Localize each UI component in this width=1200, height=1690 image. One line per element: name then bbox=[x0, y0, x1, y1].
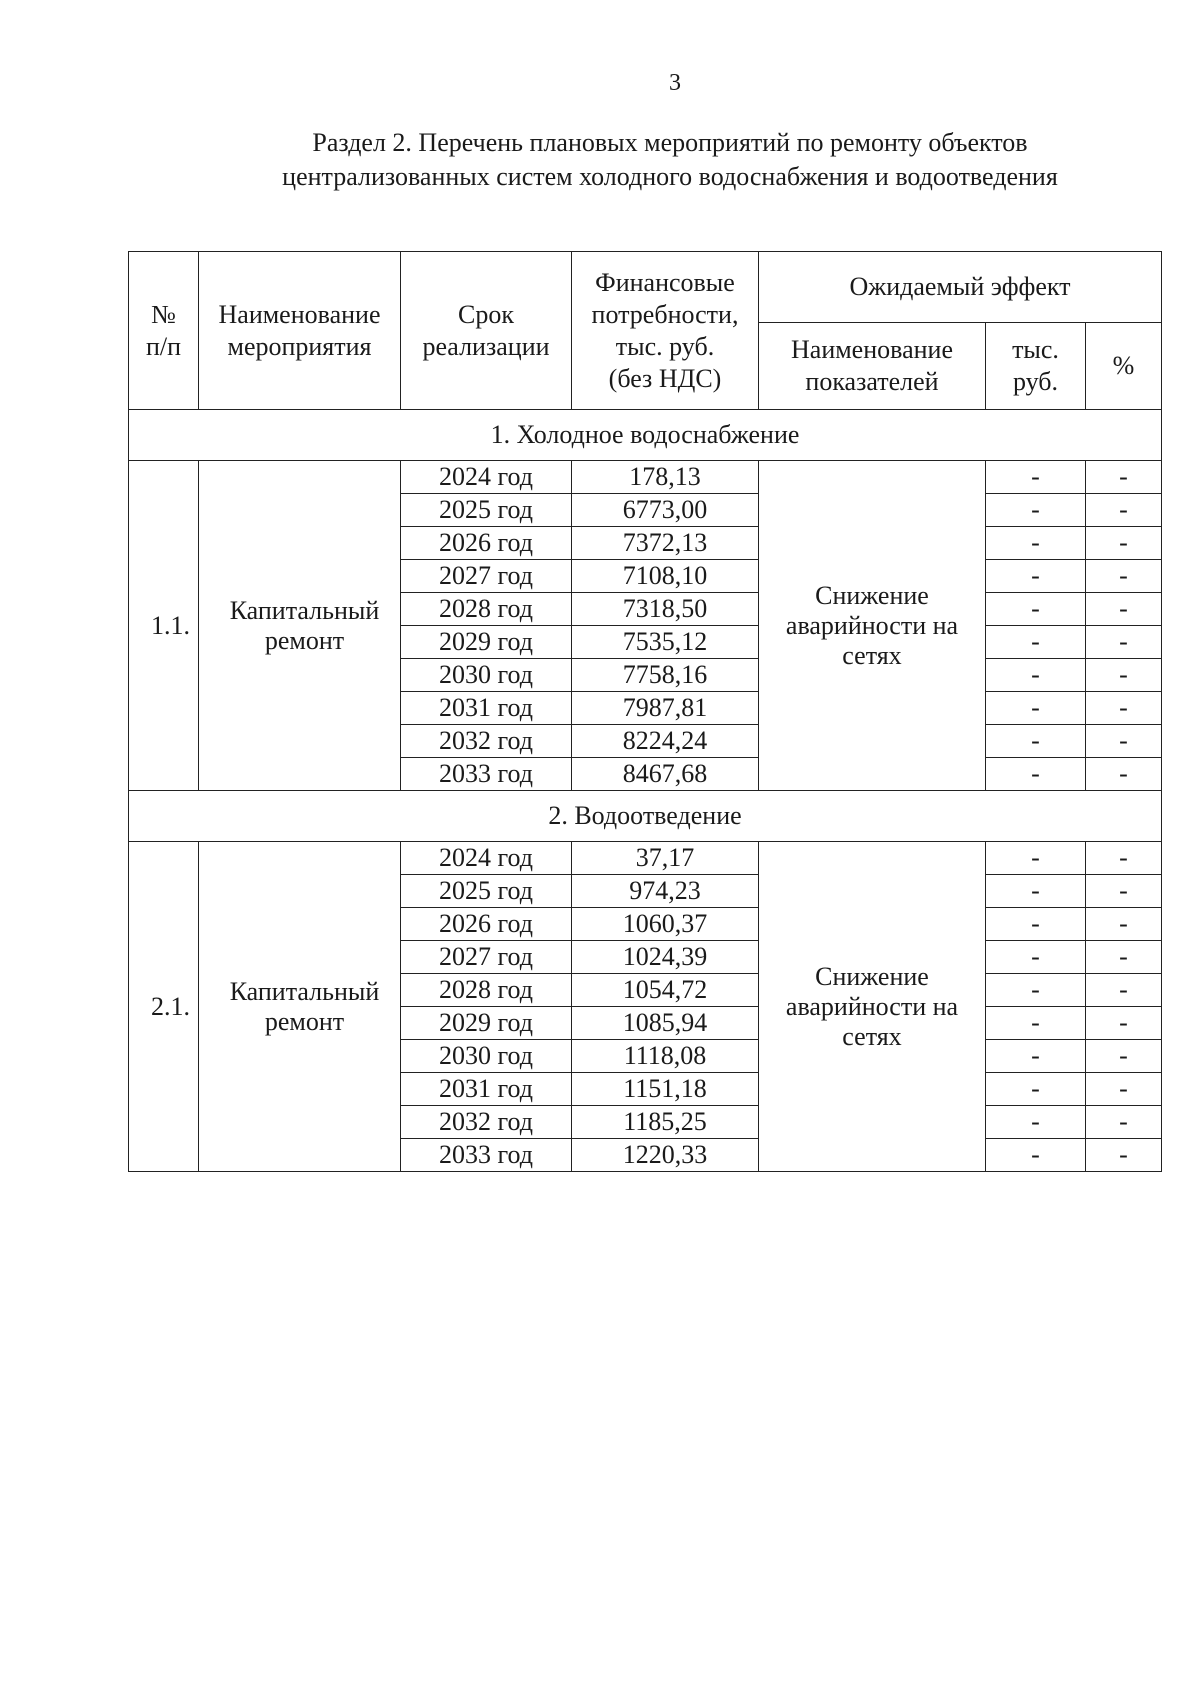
effect-indicator bbox=[759, 461, 986, 791]
section-heading: 1. Холодное водоснабжение bbox=[129, 410, 1162, 461]
financial-value-cell: 7372,13 bbox=[572, 527, 759, 560]
financial-value-cell: 7108,10 bbox=[572, 560, 759, 593]
percent-cell: - bbox=[1086, 725, 1162, 758]
thousand-rub-cell: - bbox=[986, 560, 1086, 593]
section-row bbox=[129, 410, 1162, 461]
financial-value-cell: 7318,50 bbox=[572, 593, 759, 626]
thousand-rub-cell: - bbox=[986, 908, 1086, 941]
financial-value-cell: 8467,68 bbox=[572, 758, 759, 791]
header-num-line-1: № bbox=[151, 299, 176, 329]
year-cell: 2027 год bbox=[401, 941, 572, 974]
year-cell: 2028 год bbox=[401, 593, 572, 626]
header-expected-effect: Ожидаемый эффект bbox=[759, 252, 1162, 323]
percent-cell: - bbox=[1086, 974, 1162, 1007]
header-financial-line-1: Финансовые bbox=[595, 267, 735, 297]
header-percent: % bbox=[1086, 323, 1162, 410]
year-cell: 2029 год bbox=[401, 626, 572, 659]
header-measure-name-line-1: Наименование bbox=[218, 299, 381, 329]
financial-value-cell: 37,17 bbox=[572, 842, 759, 875]
financial-value-cell: 178,13 bbox=[572, 461, 759, 494]
section-title-line-1: Раздел 2. Перечень плановых мероприятий по ремонту объектов bbox=[312, 128, 1028, 157]
percent-cell: - bbox=[1086, 494, 1162, 527]
year-cell: 2026 год bbox=[401, 908, 572, 941]
page-number: 3 bbox=[669, 70, 681, 96]
year-cell: 2030 год bbox=[401, 1040, 572, 1073]
section-row bbox=[129, 791, 1162, 842]
effect-indicator bbox=[759, 842, 986, 1172]
year-cell: 2025 год bbox=[401, 875, 572, 908]
percent-cell: - bbox=[1086, 1139, 1162, 1172]
year-cell: 2024 год bbox=[401, 461, 572, 494]
thousand-rub-cell: - bbox=[986, 659, 1086, 692]
financial-value-cell: 7758,16 bbox=[572, 659, 759, 692]
financial-value-cell: 1185,25 bbox=[572, 1106, 759, 1139]
thousand-rub-cell: - bbox=[986, 1139, 1086, 1172]
header-thousand-rub bbox=[986, 323, 1086, 410]
thousand-rub-cell: - bbox=[986, 1040, 1086, 1073]
percent-cell: - bbox=[1086, 593, 1162, 626]
header-indicator-line-2: показателей bbox=[805, 367, 939, 396]
item-name bbox=[199, 842, 401, 1172]
table-header bbox=[129, 252, 1162, 410]
year-cell: 2032 год bbox=[401, 1106, 572, 1139]
section-heading: 2. Водоотведение bbox=[129, 791, 1162, 842]
thousand-rub-cell: - bbox=[986, 461, 1086, 494]
year-cell: 2031 год bbox=[401, 692, 572, 725]
thousand-rub-cell: - bbox=[986, 758, 1086, 791]
percent-cell: - bbox=[1086, 626, 1162, 659]
item-name-line-1: Капитальный bbox=[229, 595, 380, 625]
percent-cell: - bbox=[1086, 659, 1162, 692]
percent-cell: - bbox=[1086, 1106, 1162, 1139]
percent-cell: - bbox=[1086, 461, 1162, 494]
percent-cell: - bbox=[1086, 1073, 1162, 1106]
financial-value-cell: 1054,72 bbox=[572, 974, 759, 1007]
year-cell: 2026 год bbox=[401, 527, 572, 560]
percent-cell: - bbox=[1086, 842, 1162, 875]
header-num-line-2: п/п bbox=[145, 331, 182, 361]
percent-cell: - bbox=[1086, 908, 1162, 941]
thousand-rub-cell: - bbox=[986, 941, 1086, 974]
thousand-rub-cell: - bbox=[986, 1007, 1086, 1040]
year-cell: 2028 год bbox=[401, 974, 572, 1007]
header-term-line-1: Срок bbox=[458, 299, 514, 329]
financial-value-cell: 7987,81 bbox=[572, 692, 759, 725]
year-cell: 2031 год bbox=[401, 1073, 572, 1106]
thousand-rub-cell: - bbox=[986, 974, 1086, 1007]
financial-value-cell: 1151,18 bbox=[572, 1073, 759, 1106]
table-body bbox=[129, 410, 1162, 1172]
percent-cell: - bbox=[1086, 1007, 1162, 1040]
thousand-rub-cell: - bbox=[986, 626, 1086, 659]
effect-indicator-line-3: сетях bbox=[842, 640, 902, 670]
item-number: 2.1. bbox=[129, 842, 199, 1172]
thousand-rub-cell: - bbox=[986, 527, 1086, 560]
measures-table bbox=[128, 251, 1162, 1172]
header-term-line-2: реализации bbox=[422, 331, 550, 361]
effect-indicator-line-2: аварийности на bbox=[785, 610, 959, 640]
year-cell: 2024 год bbox=[401, 842, 572, 875]
year-cell: 2030 год bbox=[401, 659, 572, 692]
financial-value-cell: 974,23 bbox=[572, 875, 759, 908]
header-financial-line-3: тыс. руб. bbox=[615, 331, 715, 361]
table-row bbox=[129, 461, 1162, 494]
financial-value-cell: 7535,12 bbox=[572, 626, 759, 659]
financial-value-cell: 1118,08 bbox=[572, 1040, 759, 1073]
header-num bbox=[129, 252, 199, 410]
section-title-line-2: централизованных систем холодного водоснабжения и водоотведения bbox=[282, 162, 1058, 191]
header-measure-name-line-2: мероприятия bbox=[227, 331, 372, 361]
year-cell: 2029 год bbox=[401, 1007, 572, 1040]
effect-indicator-line-3: сетях bbox=[842, 1021, 902, 1051]
financial-value-cell: 6773,00 bbox=[572, 494, 759, 527]
header-thousand-rub-line-2: руб. bbox=[1012, 367, 1059, 396]
header-indicator-name bbox=[759, 323, 986, 410]
thousand-rub-cell: - bbox=[986, 593, 1086, 626]
financial-value-cell: 1024,39 bbox=[572, 941, 759, 974]
effect-indicator-line-1: Снижение bbox=[815, 580, 929, 610]
thousand-rub-cell: - bbox=[986, 692, 1086, 725]
percent-cell: - bbox=[1086, 692, 1162, 725]
table-row bbox=[129, 842, 1162, 875]
year-cell: 2025 год bbox=[401, 494, 572, 527]
year-cell: 2033 год bbox=[401, 1139, 572, 1172]
thousand-rub-cell: - bbox=[986, 725, 1086, 758]
effect-indicator-line-1: Снижение bbox=[815, 961, 929, 991]
year-cell: 2033 год bbox=[401, 758, 572, 791]
item-name-line-2: ремонт bbox=[264, 625, 345, 655]
percent-cell: - bbox=[1086, 1040, 1162, 1073]
financial-value-cell: 1060,37 bbox=[572, 908, 759, 941]
thousand-rub-cell: - bbox=[986, 875, 1086, 908]
percent-cell: - bbox=[1086, 941, 1162, 974]
thousand-rub-cell: - bbox=[986, 842, 1086, 875]
item-number: 1.1. bbox=[129, 461, 199, 791]
header-indicator-line-1: Наименование bbox=[791, 335, 953, 364]
header-financial-line-2: потребности, bbox=[591, 299, 739, 329]
header-financial-line-4: (без НДС) bbox=[608, 363, 722, 393]
item-name-line-2: ремонт bbox=[264, 1006, 345, 1036]
percent-cell: - bbox=[1086, 527, 1162, 560]
header-thousand-rub-line-1: тыс. bbox=[1012, 335, 1059, 364]
financial-value-cell: 8224,24 bbox=[572, 725, 759, 758]
financial-value-cell: 1220,33 bbox=[572, 1139, 759, 1172]
effect-indicator-line-2: аварийности на bbox=[785, 991, 959, 1021]
year-cell: 2032 год bbox=[401, 725, 572, 758]
thousand-rub-cell: - bbox=[986, 1073, 1086, 1106]
percent-cell: - bbox=[1086, 875, 1162, 908]
financial-value-cell: 1085,94 bbox=[572, 1007, 759, 1040]
section-title bbox=[240, 126, 1100, 194]
percent-cell: - bbox=[1086, 560, 1162, 593]
thousand-rub-cell: - bbox=[986, 1106, 1086, 1139]
year-cell: 2027 год bbox=[401, 560, 572, 593]
percent-cell: - bbox=[1086, 758, 1162, 791]
item-name-line-1: Капитальный bbox=[229, 976, 380, 1006]
thousand-rub-cell: - bbox=[986, 494, 1086, 527]
header-financial-needs bbox=[572, 252, 759, 410]
header-measure-name bbox=[199, 252, 401, 410]
header-term bbox=[401, 252, 572, 410]
item-name bbox=[199, 461, 401, 791]
